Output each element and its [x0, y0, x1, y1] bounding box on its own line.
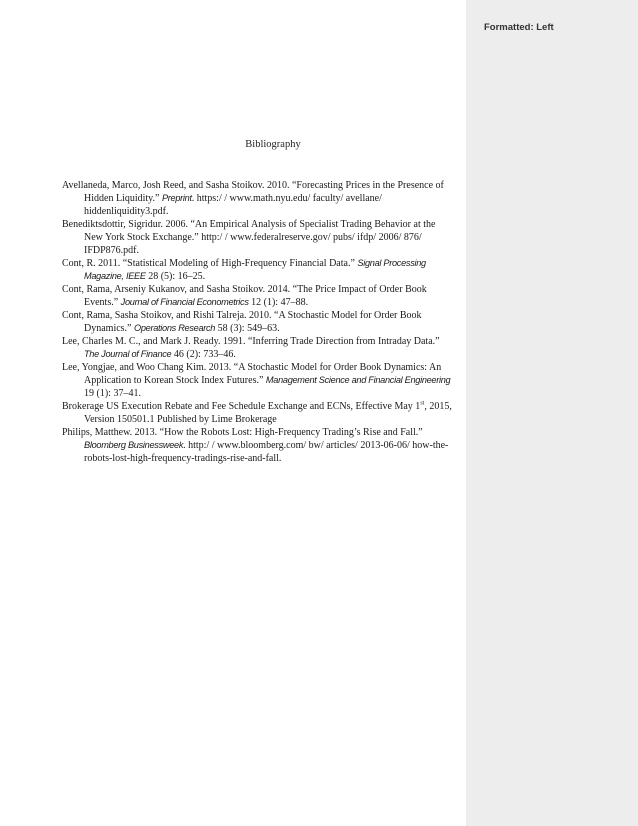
comment-pane [466, 0, 638, 826]
entry-text: Cont, Rama, Arseniy Kukanov, and Sasha Stoikov. 2014. “The Price Impact of Order Book Events.” [62, 284, 427, 308]
entry-text: Brokerage US Execution Rebate and Fee Schedule Exchange and ECNs, Effective May 1 [62, 401, 421, 412]
bibliography-list [62, 179, 454, 465]
page-title: Bibliography [245, 139, 301, 150]
entry-superscript: st [420, 400, 425, 407]
entry-details: . http:/ / www.bloomberg.com/ bw/ articles/ 2013-06-06/ how-the-robots-lost-high-frequency-tradings-rise-and-fall. [84, 440, 449, 464]
entry-text: Philips, Matthew. 2013. “How the Robots Lost: High-Frequency Trading’s Rise and Fall.” [62, 427, 423, 438]
entry-text: Lee, Yongjae, and Woo Chang Kim. 2013. “A Stochastic Model for Order Book Dynamics: An Application to Korean Stock Index Futures.” [62, 362, 442, 386]
formatted-left-label: Formatted: Left [484, 22, 554, 33]
entry-details: 28 (5): 16–25. [145, 271, 206, 282]
entry-source: The Journal of Finance [84, 349, 172, 359]
entry-source: Operations Research [134, 323, 216, 333]
entry-text: Lee, Charles M. C., and Mark J. Ready. 1991. “Inferring Trade Direction from Intraday Data.” [62, 336, 440, 347]
entry-text: Cont, Rama, Sasha Stoikov, and Rishi Talreja. 2010. “A Stochastic Model for Order Book Dynamics.” [62, 310, 422, 334]
entry-details: 12 (1): 47–88. [248, 297, 309, 308]
bib-entry [62, 283, 454, 309]
entry-text: Cont, R. 2011. “Statistical Modeling of High-Frequency Financial Data.” [62, 258, 355, 269]
entry-details: , 2015, Version 150501.1 Published by Lime Brokerage [84, 401, 452, 425]
entry-details: 46 (2): 733–46. [171, 349, 236, 360]
entry-details: 58 (3): 549–63. [215, 323, 280, 334]
entry-details: 19 (1): 37–41. [84, 388, 141, 399]
entry-details: . https:/ / www.math.nyu.edu/ faculty/ avellane/ hiddenliquidity3.pdf. [84, 193, 382, 217]
entry-source: Signal Processing Magazine, IEEE [84, 258, 426, 281]
entry-source: Journal of Financial Econometrics [120, 297, 249, 307]
bib-entry [62, 218, 454, 257]
bib-entry [62, 400, 454, 426]
bib-entry [62, 335, 454, 361]
entry-source: Preprint [161, 193, 192, 203]
entry-text: Avellaneda, Marco, Josh Reed, and Sasha Stoikov. 2010. “Forecasting Prices in the Presence of Hidden Liquidity.” [62, 180, 444, 204]
entry-text: Benediktsdottir, Sigridur. 2006. “An Empirical Analysis of Specialist Trading Behavior at the New York Stock Exchange.” http:/ / www.federalreserve.gov/ pubs/ ifdp/ 2006/ 876/ IFDP876.pdf. [62, 219, 436, 256]
bib-entry [62, 426, 454, 465]
bib-entry [62, 257, 454, 283]
entry-source: Management Science and Financial Engineering [265, 375, 451, 385]
entry-source: Bloomberg Businessweek [84, 440, 184, 450]
bib-entry [62, 179, 454, 218]
bib-entry [62, 361, 454, 400]
bib-entry [62, 309, 454, 335]
